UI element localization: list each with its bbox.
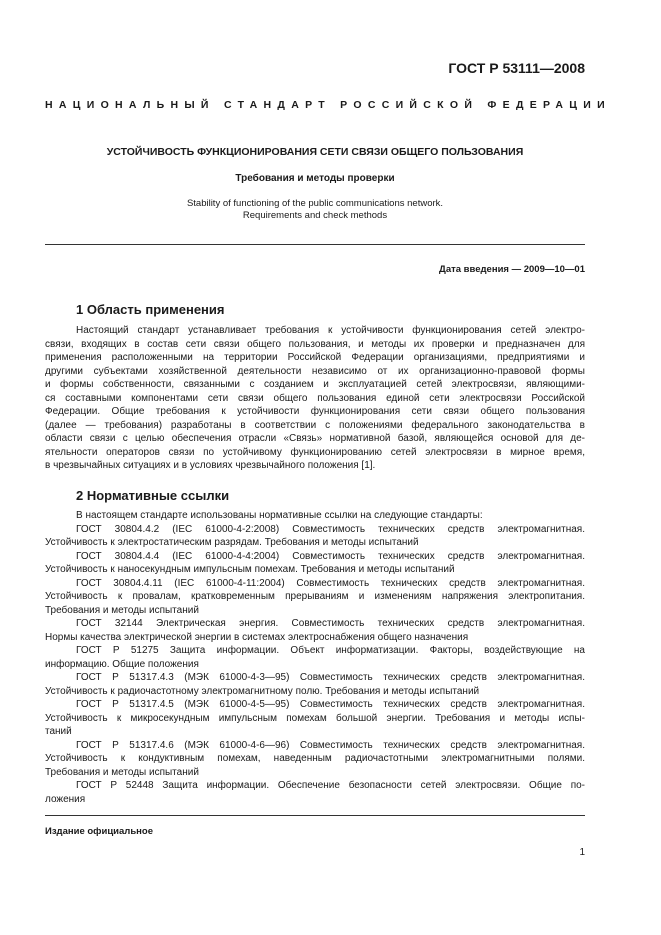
reference-line: Устойчивость к провалам, кратковременным прерываниям и изменениям напряжения электропитания. [45,591,585,602]
reference-line: Устойчивость к кондуктивным помехам, наведенным радиочастотными электромагнитными полями. [45,753,585,764]
reference-line: информацию. Общие положения [45,658,199,670]
title-divider [45,244,585,245]
reference-line: таний [45,726,72,737]
text-line: в чрезвычайных ситуациях и в условиях чрезвычайного положения [1]. [45,460,376,471]
text-line: Федерации. Общие требования к устойчивости функционирования сети связи общего пользования [45,406,585,417]
text-line: связи, входящих в состав сети связи общего пользования, и методы их проверки и предназначен для [45,338,585,350]
national-standard-banner: НАЦИОНАЛЬНЫЙ СТАНДАРТ РОССИЙСКОЙ ФЕДЕРАЦИИ [45,99,611,111]
reference-line: ГОСТ 32144 Электрическая энергия. Совместимость технических средств электромагнитная. [76,618,585,629]
reference-line: ГОСТ Р 51317.4.3 (МЭК 61000-4-3—95) Совместимость технических средств электромагнитная. [76,672,585,683]
section-2-body [45,509,585,806]
reference-line: ГОСТ 30804.4.11 (IEC 61000-4-11:2004) Совместимость технических средств электромагнитная. [76,577,585,589]
reference-line: Устойчивость к микросекундным импульсным помехам большой энергии. Требования и методы испы- [45,712,585,724]
reference-line: Требования и методы испытаний [45,604,199,616]
reference-line: ложения [45,793,86,805]
reference-line: Требования и методы испытаний [45,766,199,778]
reference-line: ГОСТ Р 52448 Защита информации. Обеспечение безопасности сетей электросвязи. Общие по- [76,780,585,791]
reference-line: ГОСТ 30804.4.4 (IEC 61000-4-4:2004) Совместимость технических средств электромагнитная. [76,550,585,562]
text-line: В настоящем стандарте использованы нормативные ссылки на следующие стандарты: [76,510,483,521]
section-heading: 1 Область применения [76,302,225,317]
reference-line: Устойчивость к электростатическим разрядам. Требования и методы испытаний [45,537,419,548]
standard-number: ГОСТ Р 53111—2008 [448,60,585,76]
text-line: и формы собственности, связанными с созданием и эксплуатацией сетей электросвязи, являющими- [45,379,585,390]
reference-line: ГОСТ Р 51317.4.5 (МЭК 61000-4-5—95) Совместимость технических средств электромагнитная. [76,699,585,710]
reference-line: Устойчивость к наносекундным импульсным помехам. Требования и методы испытаний [45,564,455,575]
section-heading: 2 Нормативные ссылки [76,488,230,503]
text-line: ся составными компонентами сети связи общего пользования единой сети электросвязи Российской [45,392,585,404]
reference-line: ГОСТ Р 51317.4.6 (МЭК 61000-4-6—96) Совместимость технических средств электромагнитная. [76,739,585,751]
text-line: применения расположенными на территории Российской Федерации организациями, предприятиями и [45,352,585,363]
text-line: другими субъектами хозяйственной деятельности независимо от их организационно-правовой формы [45,365,585,377]
reference-line: ГОСТ 30804.4.2 (IEC 61000-4-2:2008) Совместимость технических средств электромагнитная. [76,523,585,535]
text-line: ятельности операторов связи по устойчивому функционированию сетей электросвязи в мирное время, [45,446,585,458]
reference-line: Нормы качества электрической энергии в системах электроснабжения общего назначения [45,631,469,643]
official-edition-note: Издание официальное [45,826,153,837]
introduction-date: Дата введения — 2009—10—01 [439,264,585,275]
section-1-body [45,324,585,473]
document-subtitle: Требования и методы проверки [235,173,395,184]
reference-line: Устойчивость к радиочастотному электромагнитному полю. Требования и методы испытаний [45,685,480,697]
page-number: 1 [579,847,585,858]
document-title: УСТОЙЧИВОСТЬ ФУНКЦИОНИРОВАНИЯ СЕТИ СВЯЗИ ОБЩЕГО ПОЛЬЗОВАНИЯ [106,146,524,158]
text-line: (далее — требования) разработаны в соответствии с положениями федерального законодательства в [45,419,585,431]
reference-line: ГОСТ Р 51275 Защита информации. Объект информатизации. Факторы, воздействующие на [76,645,585,656]
text-line: Настоящий стандарт устанавливает требования к устойчивости функционирования сетей электро- [76,325,585,336]
english-title-line: Stability of functioning of the public communications network. [186,198,444,209]
footer-divider [45,815,585,816]
english-title-line: Requirements and check methods [242,210,388,221]
text-line: области связи с целью обеспечения отрасли «Связь» нормативной базой, являющейся основой для де- [45,433,585,444]
english-title [45,198,585,222]
